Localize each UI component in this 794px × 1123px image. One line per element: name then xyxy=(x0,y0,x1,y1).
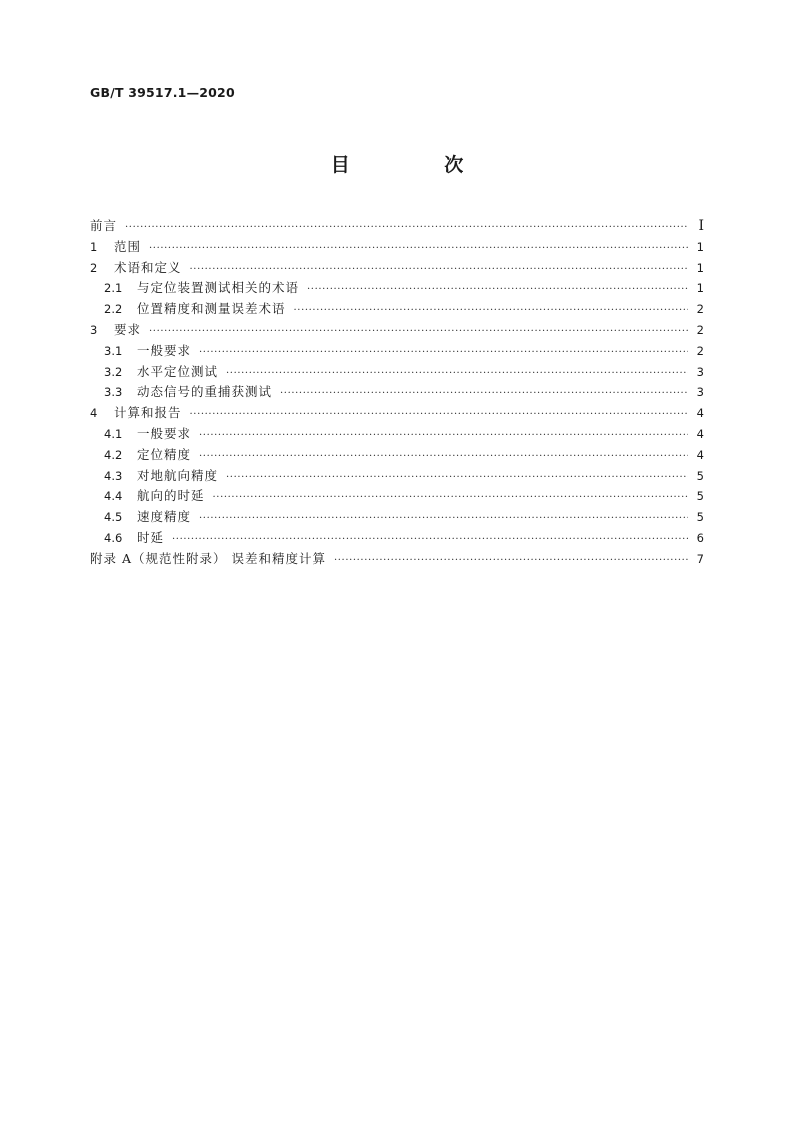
toc-entry-2-2[interactable] xyxy=(90,299,704,320)
toc-entry-number: 2.2 xyxy=(104,302,123,317)
standard-code: GB/T 39517.1—2020 xyxy=(90,85,235,100)
toc-entry-annex-a[interactable] xyxy=(90,549,704,570)
toc-entry-4-6[interactable] xyxy=(90,528,704,549)
toc-entry-number: 2 xyxy=(90,260,98,275)
toc-entry-page: 2 xyxy=(696,343,704,358)
toc-entry-number: 1 xyxy=(90,239,98,254)
toc-entry-page: 1 xyxy=(696,239,704,254)
toc-entry-label: 要求 xyxy=(114,321,142,337)
toc-entry-label: 速度精度 xyxy=(137,509,192,525)
toc-entry-number: 3 xyxy=(90,322,98,337)
toc-entry-page: 1 xyxy=(696,281,704,296)
toc-entry-foreword[interactable] xyxy=(90,216,704,237)
toc-entry-page: 4 xyxy=(696,447,704,462)
toc-entry-label: 与定位装置测试相关的术语 xyxy=(137,280,300,296)
toc-entry-page: 2 xyxy=(696,302,704,317)
toc-entry-4-3[interactable] xyxy=(90,466,704,487)
dot-leader xyxy=(307,280,688,301)
dot-leader xyxy=(199,509,688,530)
dot-leader xyxy=(226,468,688,489)
toc-entry-page: 3 xyxy=(696,364,704,379)
toc-entry-page: 5 xyxy=(696,510,704,525)
toc-entry-2-1[interactable] xyxy=(90,278,704,299)
toc-entry-label: 范围 xyxy=(114,238,142,254)
toc-entry-3-3[interactable] xyxy=(90,382,704,403)
table-of-contents xyxy=(90,216,704,570)
toc-entry-number: 3.3 xyxy=(104,385,123,400)
toc-entry-3-1[interactable] xyxy=(90,341,704,362)
toc-entry-label: 计算和报告 xyxy=(114,405,182,421)
dot-leader xyxy=(190,405,688,426)
toc-entry-label: 对地航向精度 xyxy=(137,467,219,483)
toc-entry-4-5[interactable] xyxy=(90,507,704,528)
toc-entry-page: 5 xyxy=(696,489,704,504)
dot-leader xyxy=(125,218,688,239)
toc-entry-label: 动态信号的重捕获测试 xyxy=(137,384,273,400)
toc-entry-label: 定位精度 xyxy=(137,446,192,462)
dot-leader xyxy=(149,322,688,343)
toc-entry-number: 4.6 xyxy=(104,530,123,545)
toc-entry-number: 2.1 xyxy=(104,281,123,296)
toc-entry-label: 一般要求 xyxy=(137,425,192,441)
dot-leader xyxy=(213,488,688,509)
toc-entry-number: 3.2 xyxy=(104,364,123,379)
toc-entry-label: 时延 xyxy=(137,529,165,545)
toc-entry-3[interactable] xyxy=(90,320,704,341)
toc-entry-number: 4.3 xyxy=(104,468,123,483)
dot-leader xyxy=(149,239,688,260)
toc-entry-page: 6 xyxy=(696,530,704,545)
dot-leader xyxy=(226,364,688,385)
toc-entry-label: 航向的时延 xyxy=(137,488,205,504)
dot-leader xyxy=(280,384,688,405)
dot-leader xyxy=(334,551,688,572)
toc-entry-label: 前言 xyxy=(90,218,118,233)
toc-entry-page: 3 xyxy=(696,385,704,400)
toc-entry-label: 位置精度和测量误差术语 xyxy=(137,301,286,317)
toc-entry-label: 术语和定义 xyxy=(114,259,182,275)
page-title: 目 次 xyxy=(330,154,508,176)
toc-entry-page: 2 xyxy=(696,322,704,337)
toc-entry-number: 4.5 xyxy=(104,510,123,525)
toc-entry-page: 5 xyxy=(696,468,704,483)
toc-entry-number: 4.4 xyxy=(104,489,123,504)
dot-leader xyxy=(199,426,688,447)
toc-entry-3-2[interactable] xyxy=(90,362,704,383)
dot-leader xyxy=(294,301,688,322)
dot-leader xyxy=(199,447,688,468)
toc-entry-number: 4.2 xyxy=(104,447,123,462)
toc-entry-number: 4.1 xyxy=(104,426,123,441)
toc-entry-label: 附录 A（规范性附录） 误差和精度计算 xyxy=(90,550,326,566)
toc-entry-number: 3.1 xyxy=(104,343,123,358)
toc-entry-page: 4 xyxy=(696,426,704,441)
toc-entry-label: 一般要求 xyxy=(137,342,192,358)
toc-entry-4-1[interactable] xyxy=(90,424,704,445)
dot-leader xyxy=(190,260,688,281)
toc-entry-2[interactable] xyxy=(90,258,704,279)
toc-entry-4-2[interactable] xyxy=(90,445,704,466)
toc-entry-page: 4 xyxy=(696,406,704,421)
toc-entry-number: 4 xyxy=(90,406,98,421)
toc-entry-page: 1 xyxy=(696,260,704,275)
toc-entry-4-4[interactable] xyxy=(90,486,704,507)
dot-leader xyxy=(172,530,688,551)
toc-entry-4[interactable] xyxy=(90,403,704,424)
toc-entry-page: 7 xyxy=(696,551,704,566)
toc-entry-page: Ⅰ xyxy=(698,218,704,234)
toc-entry-1[interactable] xyxy=(90,237,704,258)
toc-entry-label: 水平定位测试 xyxy=(137,363,219,379)
dot-leader xyxy=(199,343,688,364)
